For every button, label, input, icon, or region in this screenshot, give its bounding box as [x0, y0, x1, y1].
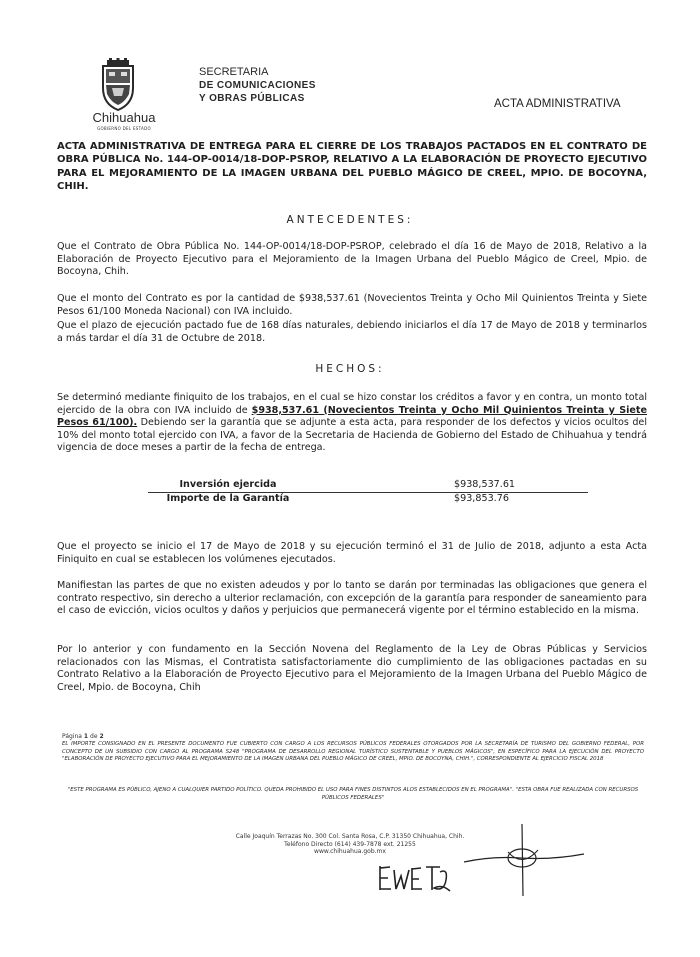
amounts-table	[148, 479, 588, 506]
hechos-paragraph-1	[57, 392, 647, 455]
hechos-p1-rest: Debiendo ser la garantía que se adjunte a esta acta, para responder de los defectos y vicios ocultos del 10% del monto total ejercido con IVA, a favor de la Secretaria de Hacienda de Gobierno del Estado de Chihuahua y tendrá vigencia de doce meses a partir de la fecha de entrega.	[57, 417, 647, 454]
brand-name: Chihuahua	[92, 110, 156, 125]
page-of: de	[90, 733, 98, 740]
amount-label: Importe de la Garantía	[166, 493, 290, 504]
signature-cross	[462, 822, 586, 898]
antecedentes-paragraph-1: Que el Contrato de Obra Pública No. 144-OP-0014/18-DOP-PSROP, celebrado el día 16 de Mayo de 2018, Relativo a la Elaboración de Proyecto Ejecutivo para el Mejoramiento de la Imagen Urbana del Pueblo Mágico de Creel, Mpio. de Bocoyna, Chih.	[57, 241, 647, 278]
amount-value: $938,537.61	[454, 479, 516, 490]
antecedentes-heading: ANTECEDENTES:	[286, 214, 414, 226]
secretaria-line-1: SECRETARIA	[199, 66, 269, 78]
brand-subtitle: GOBIERNO DEL ESTADO	[97, 126, 151, 131]
secretaria-line-2: DE COMUNICACIONES	[199, 80, 316, 91]
address-line: Calle Joaquín Terrazas No. 300 Col. Santa Rosa, C.P. 31350 Chihuahua, Chih.	[235, 833, 465, 840]
page-label: Página	[62, 733, 82, 740]
chihuahua-crest-icon	[97, 58, 139, 112]
secretaria-header	[199, 66, 316, 105]
signature-scribble	[376, 858, 454, 898]
phone-line: Teléfono Directo (614) 439-7878 ext. 21255	[284, 840, 416, 848]
hechos-heading: HECHOS:	[315, 363, 385, 375]
website-line: www.chihuahua.gob.mx	[314, 848, 386, 856]
amount-label: Inversión ejercida	[179, 479, 277, 490]
hechos-p1-amount: $938,537.61 (Novecientos Treinta y Ocho Mil Quinientos Treinta y Siete Pesos 61/100).	[57, 404, 647, 429]
amount-row	[148, 479, 588, 493]
fine-print-program: "ESTE PROGRAMA ES PÚBLICO, AJENO A CUALQUIER PARTIDO POLÍTICO. QUEDA PROHIBIDO EL USO PARA FINES DISTINTOS ALOS ESTABLECIDOS EN EL PROGRAMA". "ESTA OBRA FUE REALIZADA CON RECURSOS PÚBLICOS FEDERALES"	[67, 787, 639, 801]
antecedentes-paragraph-3: Que el plazo de ejecución pactado fue de 168 días naturales, debiendo iniciarlos el día 17 de Mayo de 2018 y terminarlos a más tardar el día 31 de Octubre de 2018.	[57, 320, 647, 344]
hechos-paragraph-2: Que el proyecto se inicio el 17 de Mayo de 2018 y su ejecución terminó el 31 de Julio de 2018, adjunto a esta Acta Finiquito en cual se establecen los volúmenes ejecutados.	[57, 541, 647, 565]
antecedentes-paragraph-2: Que el monto del Contrato es por la cantidad de $938,537.61 (Novecientos Treinta y Ocho Mil Quinientos Treinta y Siete Pesos 61/100 Moneda Nacional) con IVA incluido.	[57, 293, 647, 317]
page-total: 2	[99, 733, 104, 740]
hechos-paragraph-3: Manifiestan las partes de que no existen adeudos y por lo tanto se darán por terminadas las obligaciones que genera el contrato respectivo, sin derecho a ulterior reclamación, con excepción de la garantía para responder de saneamiento para el caso de evicción, vicios ocultos y daños y perjuicios que permanecerá vigente por el término establecido en la misma.	[57, 580, 647, 617]
brand-block	[84, 110, 164, 131]
document-title: ACTA ADMINISTRATIVA DE ENTREGA PARA EL CIERRE DE LOS TRABAJOS PACTADOS EN EL CONTRATO DE OBRA PÚBLICA No. 144-OP-0014/18-DOP-PSROP, RELATIVO A LA ELABORACIÓN DE PROYECTO EJECUTIVO PARA EL MEJORAMIENTO DE LA IMAGEN URBANA DEL PUEBLO MÁGICO DE CREEL, MPIO. DE BOCOYNA, CHIH.	[57, 141, 647, 193]
document-type-label: ACTA ADMINISTRATIVA	[494, 98, 621, 110]
page-current: 1	[83, 733, 89, 740]
amount-value: $93,853.76	[454, 493, 509, 504]
secretaria-line-3: Y OBRAS PÚBLICAS	[199, 93, 305, 104]
fine-print-funding: EL IMPORTE CONSIGNADO EN EL PRESENTE DOCUMENTO FUE CUBIERTO CON CARGO A LOS RECURSOS PÚBLICOS FEDERALES OTORGADOS POR LA SECRETARÍA DE TURISMO DEL GOBIERNO FEDERAL, POR CONCEPTO DE UN SUBSIDIO CON CARGO AL PROGRAMA S248 "PROGRAMA DE DESARROLLO REGIONAL TURÍSTICO SUSTENTABLE Y PUEBLOS MÁGICOS", EN ESPECÍFICO PARA LA EJECUCIÓN DEL PROYECTO "ELABORACIÓN DE PROYECTO EJECUTIVO PARA EL MEJORAMIENTO DE LA IMAGEN URBANA DEL PUEBLO MÁGICO DE CREEL, MPIO. DE BOCOYNA, CHIH.", CORRESPONDIENTE AL EJERCICIO FISCAL 2018	[62, 741, 644, 763]
amount-row	[148, 493, 588, 506]
hechos-paragraph-4: Por lo anterior y con fundamento en la Sección Novena del Reglamento de la Ley de Obras Públicas y Servicios relacionados con las Mismas, el Contratista satisfactoriamente dio cumplimiento de las obligaciones pactadas en su Contrato Relativo a la Elaboración de Proyecto Ejecutivo para el Mejoramiento de la Imagen Urbana del Pueblo Mágico de Creel, Mpio. de Bocoyna, Chih	[57, 644, 647, 693]
page-number	[62, 733, 104, 740]
footer-address	[0, 833, 700, 856]
hechos-p1-text: Se determinó mediante finiquito de los trabajos, en el cual se hizo constar los créditos a favor y en contra, un monto total ejercido de la obra con IVA incluido de	[57, 392, 647, 416]
